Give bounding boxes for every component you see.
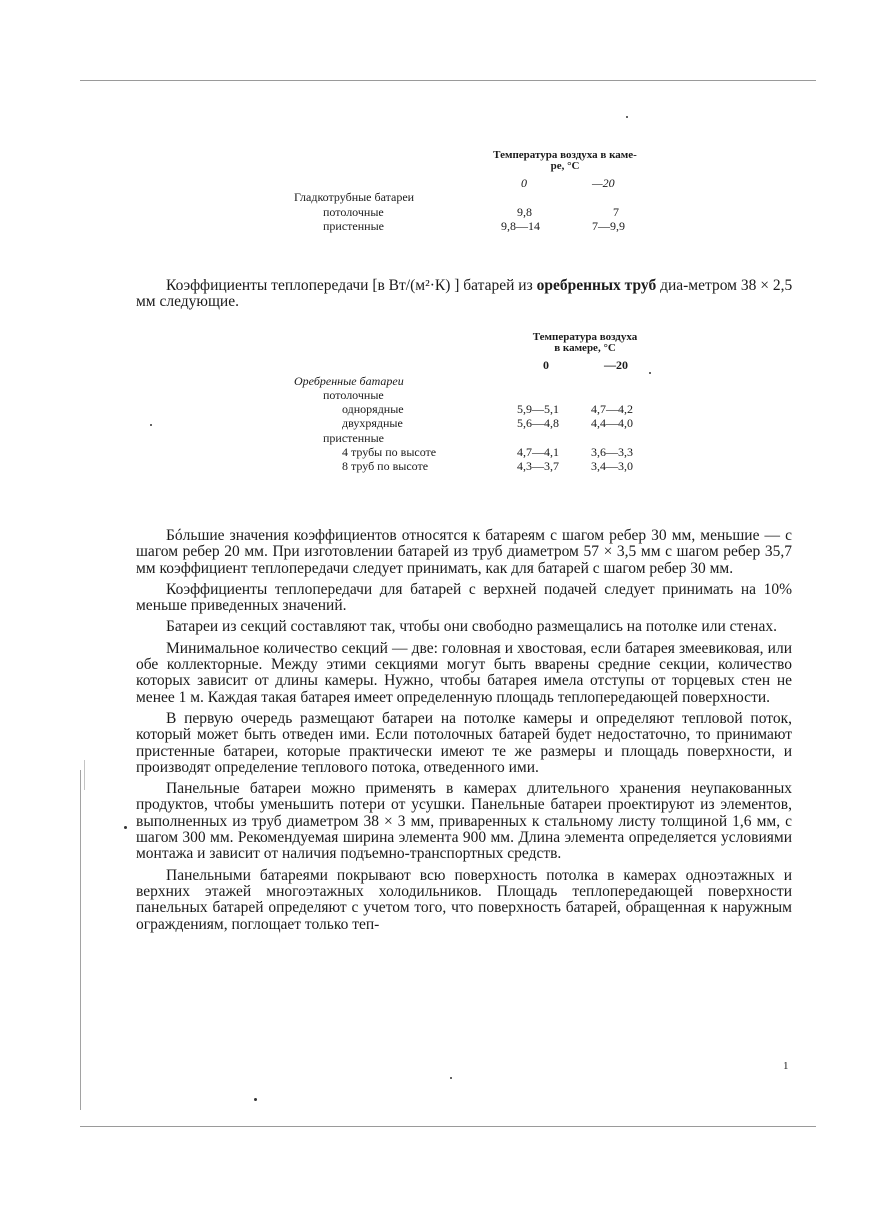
table2-header: Температура воздуха в камере, °С <box>532 331 638 354</box>
page-number: 1 <box>783 1060 789 1072</box>
table1-row-label: пристенные <box>323 219 384 233</box>
body-text <box>136 528 792 938</box>
paragraph: Коэффициенты теплопередачи для батарей с верхней подачей следует принимать на 10% меньше приведенных значений. <box>136 580 792 615</box>
intro-sentence: Коэффициенты теплопередачи [в Вт/(м²·К) ] батарей из оребренных труб диа-метром 38 × 2,5 мм следующие. <box>136 277 793 311</box>
table1-row-value: 7 <box>613 205 619 219</box>
table2-row-label: однорядные <box>342 402 404 416</box>
table1-header: Температура воздуха в каме- ре, °С <box>493 149 637 172</box>
table1-group-label: Гладкотрубные батареи <box>294 190 415 204</box>
table2-subgroup-label: пристенные <box>323 431 384 445</box>
table2-row-value: 4,7—4,2 <box>591 402 633 416</box>
paragraph: Бóльшие значения коэффициентов относятся к батареям с шагом ребер 30 мм, меньшие — с шагом ребер 20 мм. При изготовлении батарей из труб диаметром 57 × 3,5 мм с шагом ребер 35,7 мм коэффициент теплопередачи следует принимать, как для батарей с шагом ребер 30 мм. <box>136 527 792 577</box>
table2-row-value: 4,3—3,7 <box>517 459 559 473</box>
scan-artifact-line <box>84 760 85 790</box>
table1-row-value: 9,8—14 <box>501 219 540 233</box>
paragraph: Панельные батареи можно применять в камерах длительного хранения неупакованных продуктов, чтобы уменьшить потери от усушки. Панельные батареи проектируют из элементов, выполненных из труб диаметром 38 × 3 мм, приваренных к стальному листу толщиной 1,6 мм, с шагом 300 мм. Рекомендуемая ширина элемента 900 мм. Длина элемента определяется условиями монтажа и зависит от наличия подъемно-транспортных средств. <box>136 780 792 863</box>
paragraph: В первую очередь размещают батареи на потолке камеры и определяют тепловой поток, который может быть отведен ими. Если потолочных батарей будет недостаточно, то принимают пристенные батареи, которые практически имеют те же размеры и площадь поверхности, и производят определение теплового потока, отведенного ими. <box>136 709 792 776</box>
paragraph: Панельными батареями покрывают всю поверхность потолка в камерах одноэтажных и верхних этажей многоэтажных холодильников. Площадь теплопередающей поверхности панельных батарей определяют с учетом того, что поверхность батарей, обращенная к наружным ограждениям, поглощает только теп- <box>136 866 792 933</box>
table2-row-value: 5,6—4,8 <box>517 416 559 430</box>
paragraph: Минимальное количество секций — две: головная и хвостовая, если батарея змеевиковая, или обе коллекторные. Между этими секциями могут быть вварены средние секции, количество которых зависит от длины камеры. Нужно, чтобы батарея имела отступы от торцевых стен не менее 1 м. Каждая такая батарея имеет определенную площадь теплопередающей поверхности. <box>136 639 792 706</box>
table1-col2-header: —20 <box>592 176 615 190</box>
scan-artifact-speck <box>626 116 628 118</box>
table2-col1-header: 0 <box>543 358 549 372</box>
table2-row-value: 3,6—3,3 <box>591 445 633 459</box>
bottom-rule <box>80 1126 816 1127</box>
scan-artifact-speck <box>450 1077 452 1079</box>
table2-subgroup-label: потолочные <box>323 388 384 402</box>
scan-artifact-speck <box>254 1098 257 1101</box>
scan-artifact-speck <box>124 826 127 829</box>
table2-col2-header: —20 <box>604 358 628 372</box>
table2-row-label: двухрядные <box>342 416 403 430</box>
table2-row-label: 8 труб по высоте <box>342 459 429 473</box>
scan-artifact-speck <box>649 372 651 374</box>
table2-row-value: 5,9—5,1 <box>517 402 559 416</box>
scan-artifact-speck <box>150 424 152 426</box>
paragraph: Батареи из секций составляют так, чтобы они свободно размещались на потолке или стенах. <box>166 618 777 636</box>
top-rule <box>80 80 816 81</box>
table2-row-label: 4 трубы по высоте <box>342 445 437 459</box>
table1-col1-header: 0 <box>521 176 527 190</box>
table1-row-value: 7—9,9 <box>592 219 625 233</box>
table2-row-value: 4,4—4,0 <box>591 416 633 430</box>
table2-row-value: 3,4—3,0 <box>591 459 633 473</box>
table1-row-label: потолочные <box>323 205 384 219</box>
table2-row-value: 4,7—4,1 <box>517 445 559 459</box>
table2-group-label: Оребренные батареи <box>294 374 404 388</box>
scan-artifact-line <box>80 770 81 1110</box>
table1-row-value: 9,8 <box>517 205 532 219</box>
